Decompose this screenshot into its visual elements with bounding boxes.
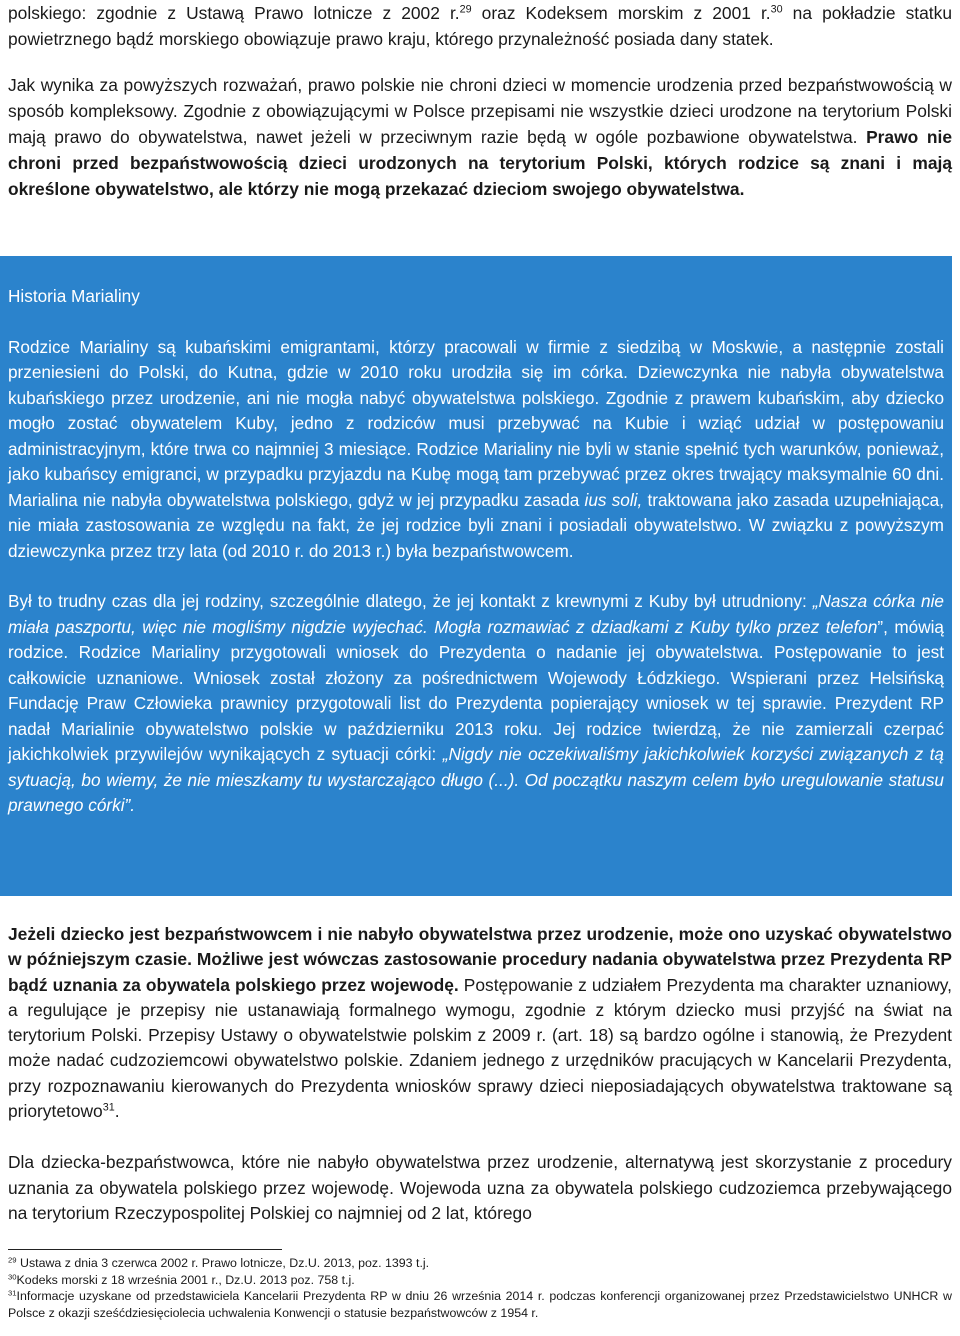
naturalization-section xyxy=(8,922,952,1226)
footnote-separator xyxy=(8,1249,282,1250)
footnote-31: $^{31}$Informacje uzyskane od przedstawiciela Kancelarii Prezydenta RP w dniu 26 września 2014 r. podczas konferencji organizowanej przez Przedstawicielstwo UNHCR w Polsce z okazji sześćdziesięciolecia uchwalenia Konwencji o statusie bezpaństwowców z 1954 r. xyxy=(8,1288,952,1320)
case-study-paragraph-1: Rodzice Marialiny są kubańskimi emigrantami, którzy pracowali w firmie z siedzibą w Moskwie, a następnie zostali przeniesieni do Polski, do Kutna, gdzie w 2010 roku urodziła się im córka. Dziewczynka nie nabyła obywatelstwa kubańskiego przez urodzenie, ani nie mogła nabyć obywatelstwa polskiego. Zgodnie z prawem kubańskim, aby dziecko mogło zostać obywatelem Kuby, jedno z rodziców musi przebywać na Kubie i wziąć udział w postępowaniu administracyjnym, które trwa co najmniej 3 miesiące. Rodzice Marialiny nie byli w stanie spełnić tych warunków, ponieważ, jako kubańscy emigranci, w przypadku przyjazdu na Kubę mogą tam przebywać przez okres trwający maksymalnie 60 dni. Marialina nie nabyła obywatelstwa polskiego, gdyż w jej przypadku zasada ius soli, traktowana jako zasada uzupełniająca, nie miała zastosowania ze względu na fakt, że jej rodzice byli znani i posiadali obywatelstwo. W związku z powyższym dziewczynka przez trzy lata (od 2010 r. do 2013 r.) była bezpaństwowcem. xyxy=(8,336,944,561)
footnote-30: $^{30}$Kodeks morski z 18 września 2001 r., Dz.U. 2013 poz. 758 t.j. xyxy=(8,1271,355,1287)
bold-statement: Prawo nie chroni przed bezpaństwowością dzieci urodzonych na terytorium Polski, których rodzice są znani i mają określone obywatelstwo, ale którzy nie mogą przekazać dzieciom swojego obywatelstwa. xyxy=(8,127,952,199)
quote-parents-2: „Nigdy nie oczekiwaliśmy jakichkolwiek korzyści związanych z tą sytuacją, bo wiemy, że nie mieszkamy tu wystarczająco długo (...). Od początku naszym celem było uregulowanie statusu prawnego córki”. xyxy=(8,744,944,815)
footnote-ref-30: 30 xyxy=(770,3,783,16)
paragraph-voivode-procedure: Dla dziecka-bezpaństwowca, które nie nabyło obywatelstwa przez urodzenie, alternatywą jest skorzystanie z procedury uznania za obywatela polskiego przez wojewodę. Wojewoda uzna za obywatela polskiego cudzoziemca przebywającego na terytorium Rzeczypospolitej Polskiej co najmniej od 2 lat, którego xyxy=(8,1152,952,1223)
footnotes xyxy=(8,1255,952,1321)
footnote-ref-29: 29 xyxy=(459,3,472,16)
paragraph-presidential-procedure: Jeżeli dziecko jest bezpaństwowcem i nie nabyło obywatelstwa przez urodzenie, może ono uzyskać obywatelstwo w późniejszym czasie. Możliwe jest wówczas zastosowanie procedury nadania obywatelstwa przez Prezydenta RP bądź uznania za obywatela polskiego przez wojewodę. Postępowanie z udziałem Prezydenta ma charakter uznaniowy, a regulujące je przepisy nie ustanawiają formalnego wymogu, zgodnie z którym dziecko musi przyjść na świat na terytorium Polski. Przepisy Ustawy o obywatelstwie polskim z 2009 r. (art. 18) są bardzo ogólne i stanowią, że Prezydent może nadać cudzoziemcowi obywatelstwo polskie. Zdaniem jednego z urzędników pracujących w Kancelarii Prezydenta, przy rozpoznawaniu kierowanych do Prezydenta wniosków sprawy dzieci nieposiadających obywatelstwa traktowane są priorytetowo$^{31}$. xyxy=(8,924,952,1122)
paragraph-protection-summary: Jak wynika za powyższych rozważań, prawo polskie nie chroni dzieci w momencie urodzenia przed bezpaństwowością w sposób kompleksowy. Zgodnie z obowiązującymi w Polsce przepisami nie wszystkie dzieci urodzone na terytorium Polski mają prawo do obywatelstwa, nawet jeżeli w przeciwnym razie będą w ogóle pozbawione obywatelstwa. Prawo nie chroni przed bezpaństwowością dzieci urodzonych na terytorium Polski, których rodzice są znani i mają określone obywatelstwo, ale którzy nie mogą przekazać dzieciom swojego obywatelstwa. xyxy=(8,75,952,199)
footnote-29: $^{29}$ Ustawa z dnia 3 czerwca 2002 r. Prawo lotnicze, Dz.U. 2013, poz. 1393 t.j. xyxy=(8,1255,430,1270)
footnote-ref-31: 31 xyxy=(102,1101,115,1114)
intro-section xyxy=(8,0,952,202)
ius-soli-term: ius soli, xyxy=(584,489,643,510)
paragraph-intro-continuation: polskiego: zgodnie z Ustawą Prawo lotnicze z 2002 r.$^{29}$ oraz Kodeksem morskim z 2001 r.$^{30}$ na pokładzie statku powietrznego bądź morskiego obowiązuje prawo kraju, którego przynależność posiada dany statek. xyxy=(8,3,952,49)
case-study-box xyxy=(0,256,952,896)
case-study-title: Historia Marialiny xyxy=(8,286,140,306)
bold-procedure-statement: Jeżeli dziecko jest bezpaństwowcem i nie nabyło obywatelstwa przez urodzenie, może ono uzyskać obywatelstwo w późniejszym czasie. Możliwe jest wówczas zastosowanie procedury nadania obywatelstwa przez Prezydenta RP bądź uznania za obywatela polskiego przez wojewodę. xyxy=(8,924,952,995)
quote-parents-1: „Nasza córka nie miała paszportu, więc nie mogliśmy nigdzie wyjechać. Mogła rozmawiać z dziadkami z Kuby tylko przez telefon xyxy=(8,591,944,637)
case-study-paragraph-2: Był to trudny czas dla jej rodziny, szczególnie dlatego, że jej kontakt z krewnymi z Kuby był utrudniony: „Nasza córka nie miała paszportu, więc nie mogliśmy nigdzie wyjechać. Mogła rozmawiać z dziadkami z Kuby tylko przez telefon”, mówią rodzice. Rodzice Marialiny przygotowali wniosek do Prezydenta o nadanie jej obywatelstwa. Postępowanie to jest całkowicie uznaniowe. Wniosek został złożony za pośrednictwem Wojewody Łódzkiego. Wspierani przez Helsińską Fundację Praw Człowieka prawnicy przygotowali list do Prezydenta popierający wniosek w tej sprawie. Prezydent RP nadał Marialinie obywatelstwo polskie w październiku 2013 roku. Jej rodzice twierdzą, że nie zamierzali czerpać jakichkolwiek przywilejów wynikających z sytuacji córki: „Nigdy nie oczekiwaliśmy jakichkolwiek korzyści związanych z tą sytuacją, bo wiemy, że nie mieszkamy tu wystarczająco długo (...). Od początku naszym celem było uregulowanie statusu prawnego córki”. xyxy=(8,591,944,815)
